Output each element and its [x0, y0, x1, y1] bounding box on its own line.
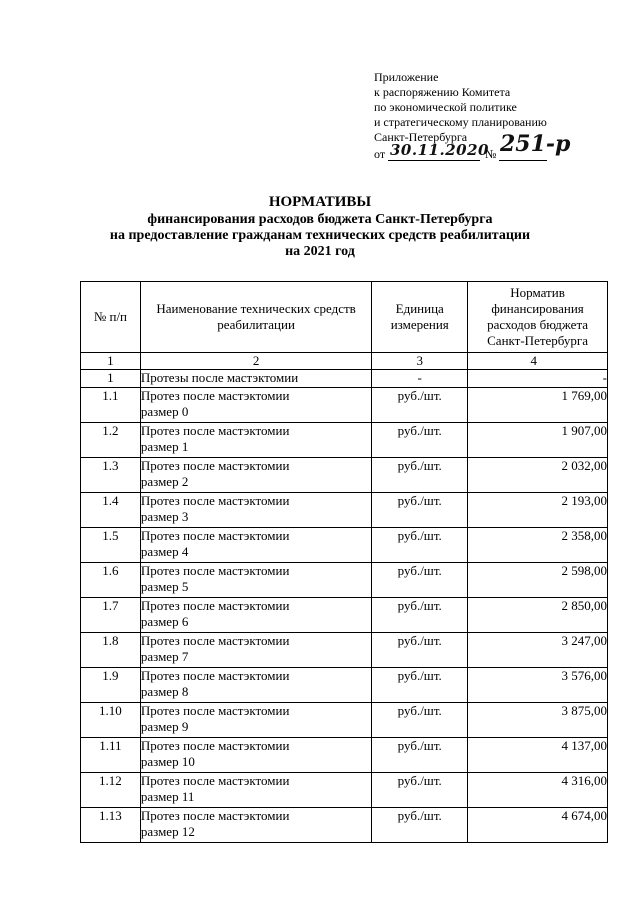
row-value: 1 907,00	[468, 423, 608, 458]
row-name	[140, 738, 371, 773]
title-main: НОРМАТИВЫ	[268, 194, 372, 210]
number-label: №	[485, 147, 497, 161]
row-number: 1.8	[81, 633, 141, 668]
column-number: 3	[372, 353, 468, 370]
row-name	[140, 423, 371, 458]
row-name-line: Протез после мастэктомии	[140, 423, 290, 438]
row-size: размер 0	[140, 404, 189, 419]
table-row	[81, 458, 608, 493]
row-name-line: Протез после мастэктомии	[140, 773, 290, 788]
row-name-line: Протез после мастэктомии	[140, 808, 290, 823]
row-number: 1.2	[81, 423, 141, 458]
from-label: от	[374, 147, 386, 161]
appendix-line: Приложение	[374, 70, 439, 84]
row-number: 1.6	[81, 563, 141, 598]
column-number: 1	[81, 353, 141, 370]
row-number: 1.12	[81, 773, 141, 808]
header-name: Наименование технических средств реабилитации	[140, 282, 371, 353]
appendix-line: и стратегическому планированию	[374, 115, 547, 129]
row-name-line: Протез после мастэктомии	[140, 388, 290, 403]
table-row	[81, 633, 608, 668]
row-unit: руб./шт.	[372, 458, 468, 493]
row-value: 2 358,00	[468, 528, 608, 563]
row-size: размер 7	[140, 649, 189, 664]
row-value: 3 247,00	[468, 633, 608, 668]
row-number: 1.10	[81, 703, 141, 738]
table-header-row	[81, 282, 608, 353]
row-unit: руб./шт.	[372, 808, 468, 843]
row-unit: руб./шт.	[372, 703, 468, 738]
appendix-line: по экономической политике	[374, 100, 517, 114]
row-value: 2 193,00	[468, 493, 608, 528]
table-row	[81, 668, 608, 703]
row-size: размер 11	[140, 789, 195, 804]
header-unit: Единица измерения	[372, 282, 468, 353]
row-name-line: Протез после мастэктомии	[140, 598, 290, 613]
row-number: 1.9	[81, 668, 141, 703]
row-name-line: Протез после мастэктомии	[140, 633, 290, 648]
column-number-row	[81, 353, 608, 370]
row-name	[140, 458, 371, 493]
row-number: 1.13	[81, 808, 141, 843]
row-size: размер 10	[140, 754, 195, 769]
row-size: размер 5	[140, 579, 189, 594]
row-size: размер 6	[140, 614, 189, 629]
row-name	[140, 493, 371, 528]
table-row	[81, 528, 608, 563]
row-name-line: Протез после мастэктомии	[140, 703, 290, 718]
number-underline	[499, 160, 547, 161]
row-name	[140, 598, 371, 633]
row-name-line: Протез после мастэктомии	[140, 668, 290, 683]
row-value: 4 674,00	[468, 808, 608, 843]
row-number: 1.4	[81, 493, 141, 528]
row-value: 2 598,00	[468, 563, 608, 598]
row-value: 3 875,00	[468, 703, 608, 738]
table-row	[81, 598, 608, 633]
section-value: -	[468, 370, 608, 388]
row-name-line: Протез после мастэктомии	[140, 563, 290, 578]
table-row	[81, 808, 608, 843]
title-line: финансирования расходов бюджета Санкт-Петербурга	[147, 212, 493, 227]
row-unit: руб./шт.	[372, 493, 468, 528]
row-name-line: Протез после мастэктомии	[140, 493, 290, 508]
row-name	[140, 808, 371, 843]
row-value: 2 850,00	[468, 598, 608, 633]
row-value: 1 769,00	[468, 388, 608, 423]
row-name-line: Протез после мастэктомии	[140, 738, 290, 753]
row-unit: руб./шт.	[372, 668, 468, 703]
row-unit: руб./шт.	[372, 598, 468, 633]
row-value: 4 316,00	[468, 773, 608, 808]
row-unit: руб./шт.	[372, 633, 468, 668]
row-name	[140, 388, 371, 423]
row-number: 1.3	[81, 458, 141, 493]
table-row	[81, 773, 608, 808]
table-row	[81, 738, 608, 773]
row-name	[140, 633, 371, 668]
row-name	[140, 668, 371, 703]
date-underline	[388, 160, 480, 161]
header-norm: Норматив финансирования расходов бюджета Санкт-Петербурга	[468, 282, 608, 353]
row-name-line: Протез после мастэктомии	[140, 528, 290, 543]
norms-table	[80, 281, 608, 843]
title-line: на 2021 год	[285, 244, 355, 259]
title-line: на предоставление гражданам технических средств реабилитации	[109, 228, 531, 243]
row-size: размер 4	[140, 544, 189, 559]
appendix-line: Санкт-Петербурга	[374, 130, 468, 144]
row-size: размер 12	[140, 824, 195, 839]
appendix-line: к распоряжению Комитета	[374, 85, 511, 99]
row-number: 1.5	[81, 528, 141, 563]
header-number: № п/п	[81, 282, 141, 353]
row-unit: руб./шт.	[372, 388, 468, 423]
row-size: размер 9	[140, 719, 189, 734]
column-number: 4	[468, 353, 608, 370]
row-name	[140, 563, 371, 598]
row-size: размер 2	[140, 474, 189, 489]
row-number: 1.1	[81, 388, 141, 423]
row-unit: руб./шт.	[372, 738, 468, 773]
row-name-line: Протез после мастэктомии	[140, 458, 290, 473]
row-unit: руб./шт.	[372, 423, 468, 458]
document-title	[0, 194, 640, 260]
row-number: 1.11	[81, 738, 141, 773]
handwritten-date: 30.11.2020	[390, 141, 489, 159]
section-number: 1	[81, 370, 141, 388]
appendix-block	[374, 70, 571, 163]
handwritten-number: 251-р	[500, 131, 571, 157]
table-row	[81, 563, 608, 598]
row-value: 3 576,00	[468, 668, 608, 703]
row-size: размер 1	[140, 439, 189, 454]
section-unit: -	[372, 370, 468, 388]
table-row	[81, 703, 608, 738]
row-number: 1.7	[81, 598, 141, 633]
table-body	[81, 353, 608, 843]
section-row	[81, 370, 608, 388]
row-unit: руб./шт.	[372, 773, 468, 808]
row-size: размер 8	[140, 684, 189, 699]
row-unit: руб./шт.	[372, 563, 468, 598]
column-number: 2	[140, 353, 371, 370]
table-row	[81, 388, 608, 423]
row-name	[140, 528, 371, 563]
table-row	[81, 493, 608, 528]
table-row	[81, 423, 608, 458]
row-size: размер 3	[140, 509, 189, 524]
section-name: Протезы после мастэктомии	[140, 370, 371, 388]
row-value: 4 137,00	[468, 738, 608, 773]
row-name	[140, 773, 371, 808]
row-value: 2 032,00	[468, 458, 608, 493]
row-name	[140, 703, 371, 738]
row-unit: руб./шт.	[372, 528, 468, 563]
